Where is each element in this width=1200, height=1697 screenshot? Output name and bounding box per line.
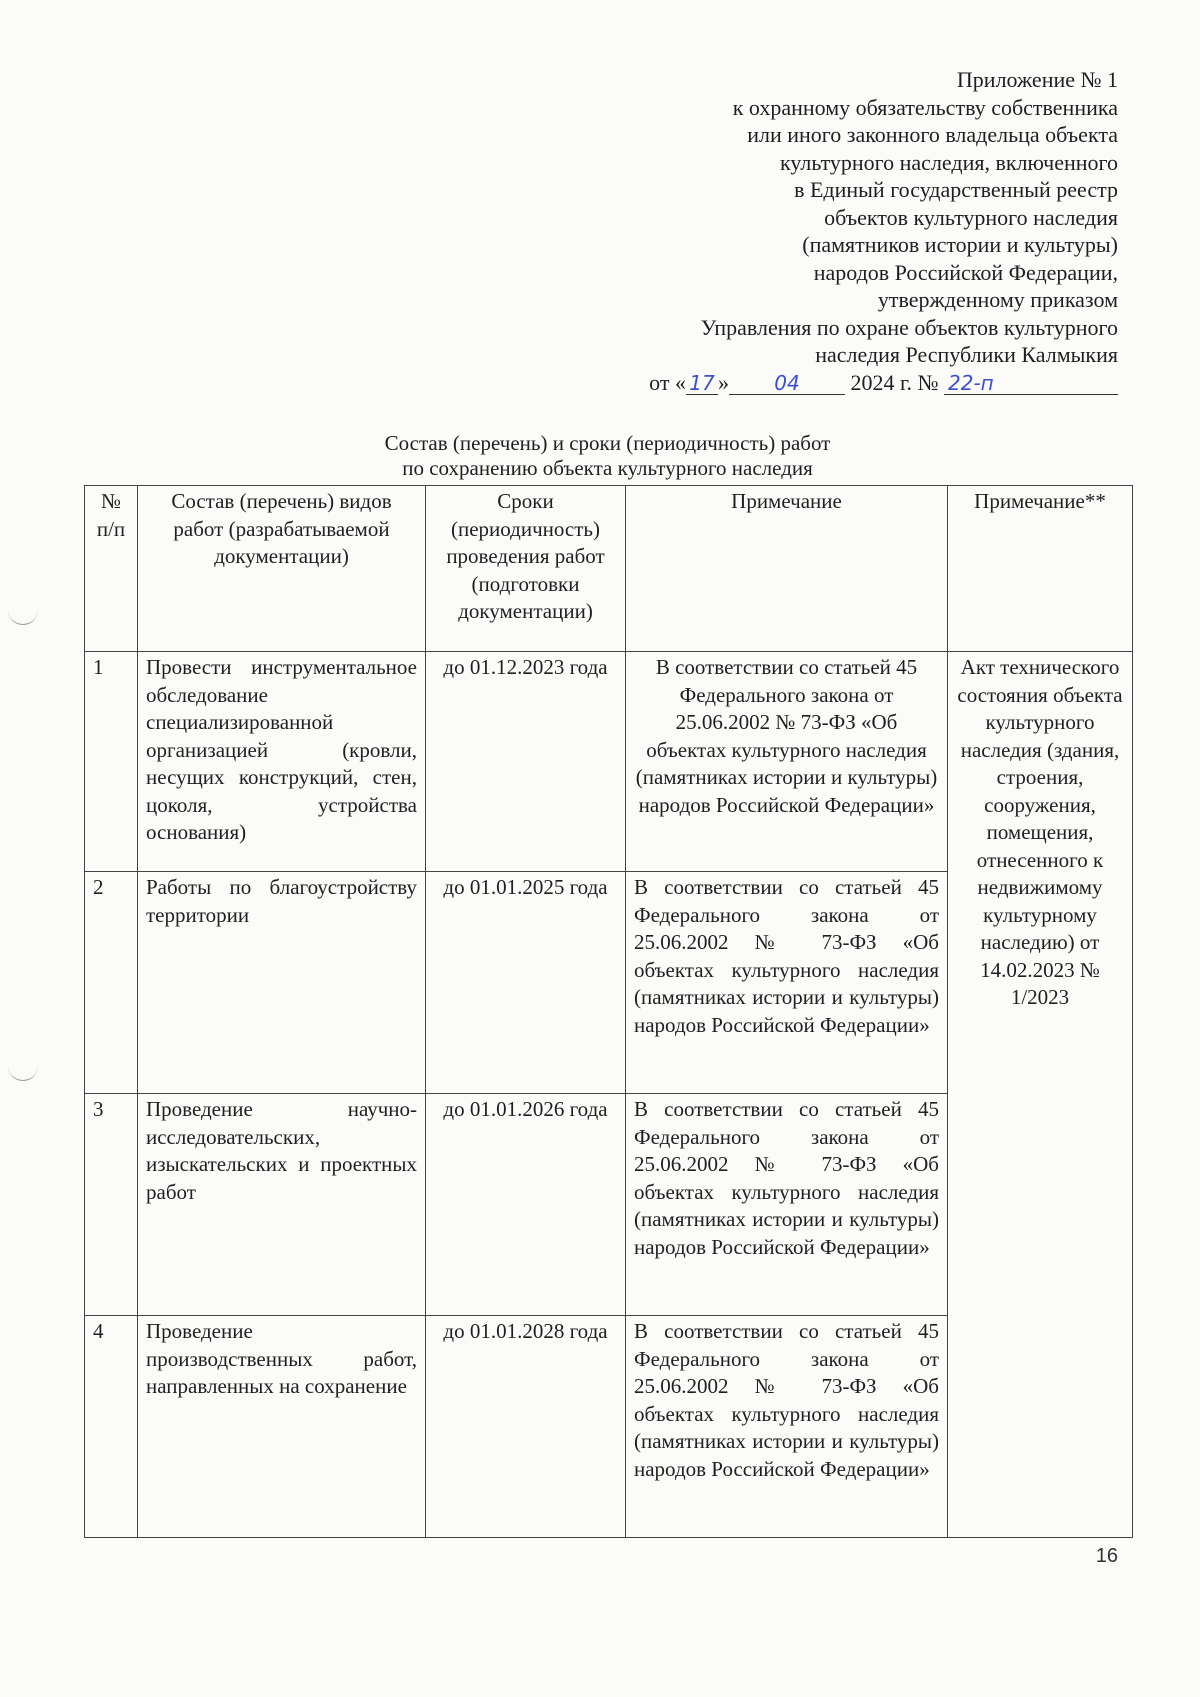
header-note: Примечание — [626, 486, 948, 652]
row-note: В соответствии со статьей 45 Федерального закона от 25.06.2002 № 73-ФЗ «Об объектах культурного наследия (памятниках истории и культуры) народов Российской Федерации» — [626, 872, 948, 1094]
order-prefix: от « — [649, 369, 686, 395]
row-note: В соответствии со статьей 45 Федерального закона от 25.06.2002 № 73-ФЗ «Об объектах культурного наследия (памятниках истории и культуры) народов Российской Федерации» — [626, 652, 948, 872]
header-line: утвержденному приказом — [877, 287, 1118, 312]
row-work: Проведение производственных работ, направленных на сохранение — [138, 1316, 426, 1538]
table-title — [0, 431, 1200, 481]
row-number: 1 — [85, 652, 138, 872]
table-title-line: Состав (перечень) и сроки (периодичность) работ — [384, 431, 831, 455]
row-work: Работы по благоустройству территории — [138, 872, 426, 1094]
header-line: (памятников истории и культуры) — [802, 232, 1118, 257]
row-deadline: до 01.01.2026 года — [426, 1094, 626, 1316]
order-date-number-line — [558, 369, 1118, 397]
header-line: культурного наследия, включенного — [779, 149, 1118, 175]
header-line: наследия Республики Калмыкия — [815, 342, 1118, 367]
order-year: 2024 г. № — [850, 369, 939, 395]
row-number: 4 — [85, 1316, 138, 1538]
row-note: В соответствии со статьей 45 Федерального закона от 25.06.2002 № 73-ФЗ «Об объектах культурного наследия (памятниках истории и культуры) народов Российской Федерации» — [626, 1316, 948, 1538]
header-line: к охранному обязательству собственника — [732, 94, 1118, 120]
row-note: В соответствии со статьей 45 Федерального закона от 25.06.2002 № 73-ФЗ «Об объектах культурного наследия (памятниках истории и культуры) народов Российской Федерации» — [626, 1094, 948, 1316]
table-row — [85, 652, 1133, 872]
table-header-row — [85, 486, 1133, 652]
header-line: народов Российской Федерации, — [813, 259, 1118, 285]
row-deadline: до 01.01.2028 года — [426, 1316, 626, 1538]
header-deadlines: Сроки (периодичность) проведения работ (подготовки документации) — [426, 486, 626, 652]
order-month-handwritten: 04 — [729, 372, 845, 395]
order-day-handwritten: 17 — [686, 372, 718, 395]
header-line: Приложение № 1 — [956, 67, 1118, 92]
order-mid: » — [717, 369, 729, 395]
row-work: Проведение научно-исследовательских, изыскательских и проектных работ — [138, 1094, 426, 1316]
header-line: в Единый государственный реестр — [794, 177, 1118, 202]
header-note-2: Примечание** — [948, 486, 1133, 652]
row-number: 2 — [85, 872, 138, 1094]
appendix-header — [558, 66, 1118, 396]
header-number: № п/п — [85, 486, 138, 652]
header-line: или иного законного владельца объекта — [747, 122, 1118, 147]
header-line: объектов культурного наследия — [824, 204, 1118, 230]
punch-hole-mark — [8, 606, 38, 625]
table-title-line: по сохранению объекта культурного наследия — [402, 456, 813, 480]
row-deadline: до 01.01.2025 года — [426, 872, 626, 1094]
works-table — [84, 485, 1133, 1538]
punch-hole-mark — [8, 1062, 38, 1081]
order-number-handwritten: 22-п — [944, 372, 1118, 395]
row-deadline: до 01.12.2023 года — [426, 652, 626, 872]
page-number: 16 — [1095, 1545, 1118, 1567]
technical-act-note: Акт технического состояния объекта культурного наследия (здания, строения, сооружения, помещения, отнесенного к недвижимому культурному наследию) от 14.02.2023 № 1/2023 — [948, 652, 1133, 1538]
row-work: Провести инструментальное обследование специализированной организацией (кровли, несущих конструкций, стен, цоколя, устройства основания) — [138, 652, 426, 872]
header-line: Управления по охране объектов культурного — [700, 314, 1118, 340]
row-number: 3 — [85, 1094, 138, 1316]
header-work-list: Состав (перечень) видов работ (разрабатываемой документации) — [138, 486, 426, 652]
